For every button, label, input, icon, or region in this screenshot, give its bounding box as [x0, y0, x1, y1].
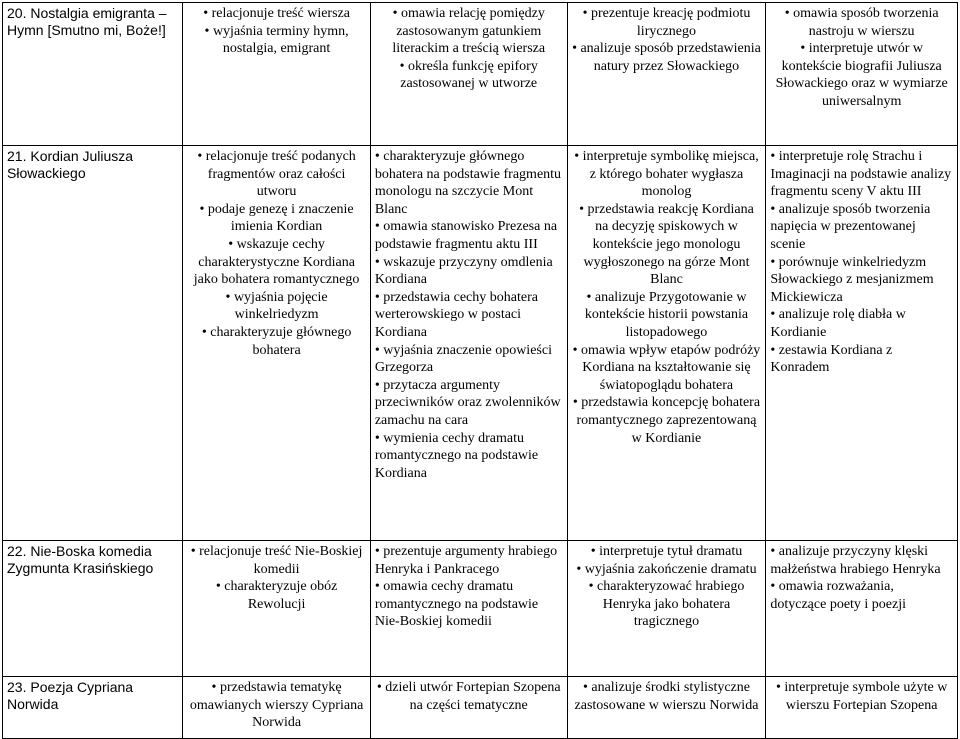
- requirements-list: [572, 543, 762, 631]
- requirement-text: charakteryzuje głównego bohatera: [210, 324, 352, 358]
- requirement-text: wskazuje przyczyny omdlenia Kordiana: [374, 254, 553, 288]
- requirement-text: analizuje sposób przedstawienia natury przez Słowackiego: [580, 41, 761, 74]
- bullet-icon: •: [572, 395, 578, 411]
- list-item: [572, 5, 762, 40]
- requirement-text: charakteryzuje obóz Rewolucji: [224, 579, 338, 612]
- bullet-icon: •: [770, 201, 776, 217]
- topic-title: 23. Poezja Cypriana Norwida: [7, 679, 134, 712]
- list-item: [572, 578, 762, 631]
- bullet-icon: •: [572, 41, 577, 57]
- bullet-icon: •: [374, 377, 380, 393]
- requirements-list: [770, 148, 953, 377]
- list-item: [572, 148, 762, 201]
- requirement-text: interpretuje tytuł dramatu: [599, 544, 743, 559]
- requirement-text: prezentuje argumenty hrabiego Henryka i Pankracego: [374, 544, 558, 577]
- bullet-icon: •: [800, 41, 806, 57]
- list-item: [187, 5, 366, 23]
- list-item: [770, 148, 953, 201]
- list-item: [187, 679, 366, 732]
- bullet-icon: •: [374, 219, 380, 235]
- requirements-cell: [567, 3, 766, 146]
- requirements-cell: [766, 541, 958, 677]
- requirement-text: wskazuje cechy charakterystyczne Kordiana jako bohatera romantycznego: [193, 236, 360, 288]
- bullet-icon: •: [374, 430, 380, 446]
- requirement-text: wyjaśnia pojęcie winkelriedyzm: [233, 289, 328, 323]
- requirement-text: przedstawia reakcję Kordiana na decyzję spiskowych w kontekście jego monologu wygłoszonego na górze Mont Blanc: [583, 201, 754, 288]
- bullet-icon: •: [776, 680, 781, 695]
- bullet-icon: •: [374, 289, 380, 305]
- bullet-icon: •: [374, 544, 380, 559]
- list-item: [187, 324, 366, 359]
- list-item: [187, 289, 366, 324]
- table-row: [3, 3, 958, 146]
- list-item: [770, 201, 953, 254]
- requirement-text: relacjonuje treść podanych fragmentów oraz całości utworu: [205, 149, 356, 200]
- requirements-cell: [183, 146, 371, 541]
- requirement-text: dzieli utwór Fortepian Szopena na części tematyczne: [385, 680, 561, 713]
- requirements-list: [375, 148, 563, 482]
- bullet-icon: •: [770, 149, 776, 164]
- list-item: [770, 40, 953, 110]
- requirement-text: podaje genezę i znaczenie imienia Kordian: [207, 201, 354, 235]
- list-item: [375, 5, 563, 58]
- requirement-text: charakteryzować hrabiego Henryka jako bohatera tragicznego: [597, 579, 745, 630]
- requirement-text: analizuje rolę diabła w Kordianie: [770, 307, 906, 340]
- bullet-icon: •: [770, 579, 776, 595]
- curriculum-body: [3, 3, 958, 739]
- topic-cell: [3, 146, 183, 541]
- list-item: [187, 236, 366, 289]
- list-item: [572, 394, 762, 447]
- requirement-text: charakteryzuje głównego bohatera na podstawie fragmentu monologu na szczycie Mont Blanc: [374, 149, 562, 217]
- bullet-icon: •: [576, 561, 582, 577]
- requirement-text: omawia cechy dramatu romantycznego na podstawie Nie-Boskiej komedii: [374, 579, 539, 630]
- list-item: [770, 679, 953, 714]
- list-item: [375, 254, 563, 289]
- list-item: [375, 289, 563, 342]
- bullet-icon: •: [770, 544, 776, 559]
- topic-subtitle: Hymn [Smutno mi, Boże!]: [7, 22, 166, 38]
- bullet-icon: •: [579, 201, 584, 217]
- requirements-cell: [370, 677, 567, 739]
- requirement-text: wyjaśnia terminy hymn, nostalgia, emigrant: [212, 23, 349, 57]
- requirement-text: interpretuje rolę Strachu i Imaginacji na podstawie analizy fragmentu sceny V aktu III: [770, 149, 952, 200]
- list-item: [572, 342, 762, 395]
- bullet-icon: •: [586, 289, 592, 305]
- requirement-text: analizuje Przygotowanie w kontekście historii powstania listopadowego: [584, 289, 749, 340]
- requirement-text: przedstawia tematykę omawianych wierszy Cypriana Norwida: [189, 680, 364, 731]
- bullet-icon: •: [374, 579, 380, 595]
- requirement-text: omawia relację pomiędzy zastosowanym gatunkiem literackim a treścią wiersza: [392, 6, 546, 57]
- requirement-text: przedstawia koncepcję bohatera romantycznego zaprezentowaną w Kordianie: [576, 395, 761, 446]
- table-row: [3, 146, 958, 541]
- list-item: [187, 201, 366, 236]
- requirements-cell: [766, 677, 958, 739]
- requirements-list: [770, 679, 953, 714]
- requirements-list: [187, 679, 366, 732]
- list-item: [572, 561, 762, 579]
- list-item: [375, 377, 563, 430]
- requirement-text: porównuje winkelriedyzm Słowackiego z mesjanizmem Mickiewicza: [770, 254, 934, 305]
- requirements-list: [572, 679, 762, 714]
- bullet-icon: •: [211, 680, 217, 695]
- list-item: [770, 578, 953, 613]
- topic-cell: [3, 3, 183, 146]
- requirements-list: [187, 5, 366, 58]
- requirements-list: [375, 679, 563, 714]
- topic-cell: [3, 677, 183, 739]
- requirements-list: [770, 543, 953, 613]
- requirement-text: interpretuje utwór w kontekście biografii Juliusza Słowackiego oraz w wymiarze uniwersalnym: [775, 41, 948, 109]
- bullet-icon: •: [770, 342, 776, 358]
- requirements-cell: [370, 146, 567, 541]
- requirements-list: [375, 543, 563, 631]
- bullet-icon: •: [374, 254, 380, 270]
- bullet-icon: •: [197, 149, 203, 164]
- requirement-text: omawia rozważania, dotyczące poety i poezji: [770, 579, 907, 612]
- list-item: [572, 201, 762, 289]
- list-item: [770, 5, 953, 40]
- requirements-cell: [183, 541, 371, 677]
- bullet-icon: •: [199, 201, 205, 217]
- requirements-list: [187, 148, 366, 359]
- table-row: [3, 677, 958, 739]
- bullet-icon: •: [572, 342, 578, 358]
- requirements-cell: [567, 541, 766, 677]
- requirements-list: [187, 543, 366, 613]
- list-item: [572, 679, 762, 714]
- bullet-icon: •: [203, 6, 209, 21]
- bullet-icon: •: [228, 236, 234, 252]
- requirements-cell: [370, 3, 567, 146]
- list-item: [770, 306, 953, 341]
- requirement-text: analizuje sposób tworzenia napięcia w prezentowanej scenie: [770, 201, 931, 252]
- bullet-icon: •: [225, 289, 231, 305]
- requirement-text: określa funkcję epifory zastosowanej w utworze: [400, 58, 538, 92]
- list-item: [375, 342, 563, 377]
- bullet-icon: •: [574, 149, 580, 164]
- list-item: [187, 543, 366, 578]
- list-item: [572, 543, 762, 561]
- requirements-list: [375, 5, 563, 93]
- curriculum-table: [2, 2, 958, 739]
- requirements-cell: [567, 677, 766, 739]
- list-item: [375, 218, 563, 253]
- requirement-text: wyjaśnia zakończenie dramatu: [584, 561, 757, 577]
- requirement-text: wyjaśnia znaczenie opowieści Grzegorza: [374, 342, 552, 376]
- list-item: [770, 254, 953, 307]
- list-item: [375, 430, 563, 483]
- bullet-icon: •: [392, 6, 398, 21]
- list-item: [187, 148, 366, 201]
- bullet-icon: •: [590, 544, 596, 559]
- list-item: [375, 148, 563, 218]
- topic-title: 22. Nie-Boska komedia Zygmunta Krasińskiego: [7, 543, 154, 576]
- requirement-text: prezentuje kreację podmiotu lirycznego: [590, 6, 751, 39]
- requirements-cell: [183, 677, 371, 739]
- list-item: [572, 40, 762, 75]
- bullet-icon: •: [215, 579, 221, 595]
- bullet-icon: •: [376, 680, 382, 695]
- bullet-icon: •: [588, 579, 594, 595]
- bullet-icon: •: [770, 254, 776, 270]
- requirement-text: zestawia Kordiana z Konradem: [770, 342, 893, 376]
- requirements-cell: [766, 3, 958, 146]
- requirement-text: relacjonuje treść Nie-Boskiej komedii: [199, 544, 363, 577]
- bullet-icon: •: [374, 149, 380, 164]
- requirement-text: omawia stanowisko Prezesa na podstawie fragmentu aktu III: [374, 219, 558, 252]
- bullet-icon: •: [204, 23, 210, 39]
- list-item: [375, 58, 563, 93]
- requirement-text: omawia wpływ etapów podróży Kordiana na kształtowanie się światopoglądu bohatera: [581, 342, 761, 393]
- bullet-icon: •: [399, 58, 405, 74]
- bullet-icon: •: [582, 6, 588, 21]
- list-item: [375, 679, 563, 714]
- requirement-text: interpretuje symbolikę miejsca, z którego bohater wygłasza monolog: [582, 149, 759, 200]
- bullet-icon: •: [784, 6, 790, 21]
- list-item: [770, 342, 953, 377]
- requirements-cell: [183, 3, 371, 146]
- list-item: [187, 23, 366, 58]
- table-row: [3, 541, 958, 677]
- requirements-list: [572, 148, 762, 447]
- bullet-icon: •: [190, 544, 196, 559]
- list-item: [375, 543, 563, 578]
- requirement-text: analizuje przyczyny klęski małżeństwa hrabiego Henryka: [770, 544, 941, 577]
- topic-cell: [3, 541, 183, 677]
- requirements-cell: [370, 541, 567, 677]
- requirement-text: interpretuje symbole użyte w wierszu Fortepian Szopena: [784, 680, 948, 713]
- list-item: [770, 543, 953, 578]
- topic-title: 21. Kordian Juliusza Słowackiego: [7, 148, 134, 181]
- topic-title: 20. Nostalgia emigranta –: [7, 5, 167, 21]
- list-item: [187, 578, 366, 613]
- requirement-text: analizuje środki stylistyczne zastosowane w wierszu Norwida: [574, 680, 759, 713]
- bullet-icon: •: [770, 307, 776, 323]
- requirements-list: [572, 5, 762, 75]
- list-item: [375, 578, 563, 631]
- bullet-icon: •: [374, 342, 380, 358]
- list-item: [572, 289, 762, 342]
- requirement-text: przedstawia cechy bohatera werterowskiego w postaci Kordiana: [374, 289, 538, 340]
- requirements-list: [770, 5, 953, 111]
- requirements-cell: [766, 146, 958, 541]
- bullet-icon: •: [582, 680, 588, 695]
- bullet-icon: •: [201, 324, 207, 340]
- requirements-cell: [567, 146, 766, 541]
- requirement-text: relacjonuje treść wiersza: [211, 6, 350, 21]
- requirement-text: omawia sposób tworzenia nastroju w wierszu: [793, 6, 939, 39]
- requirement-text: przytacza argumenty przeciwników oraz zwolenników zamachu na cara: [374, 377, 561, 428]
- requirement-text: wymienia cechy dramatu romantycznego na podstawie Kordiana: [374, 430, 539, 481]
